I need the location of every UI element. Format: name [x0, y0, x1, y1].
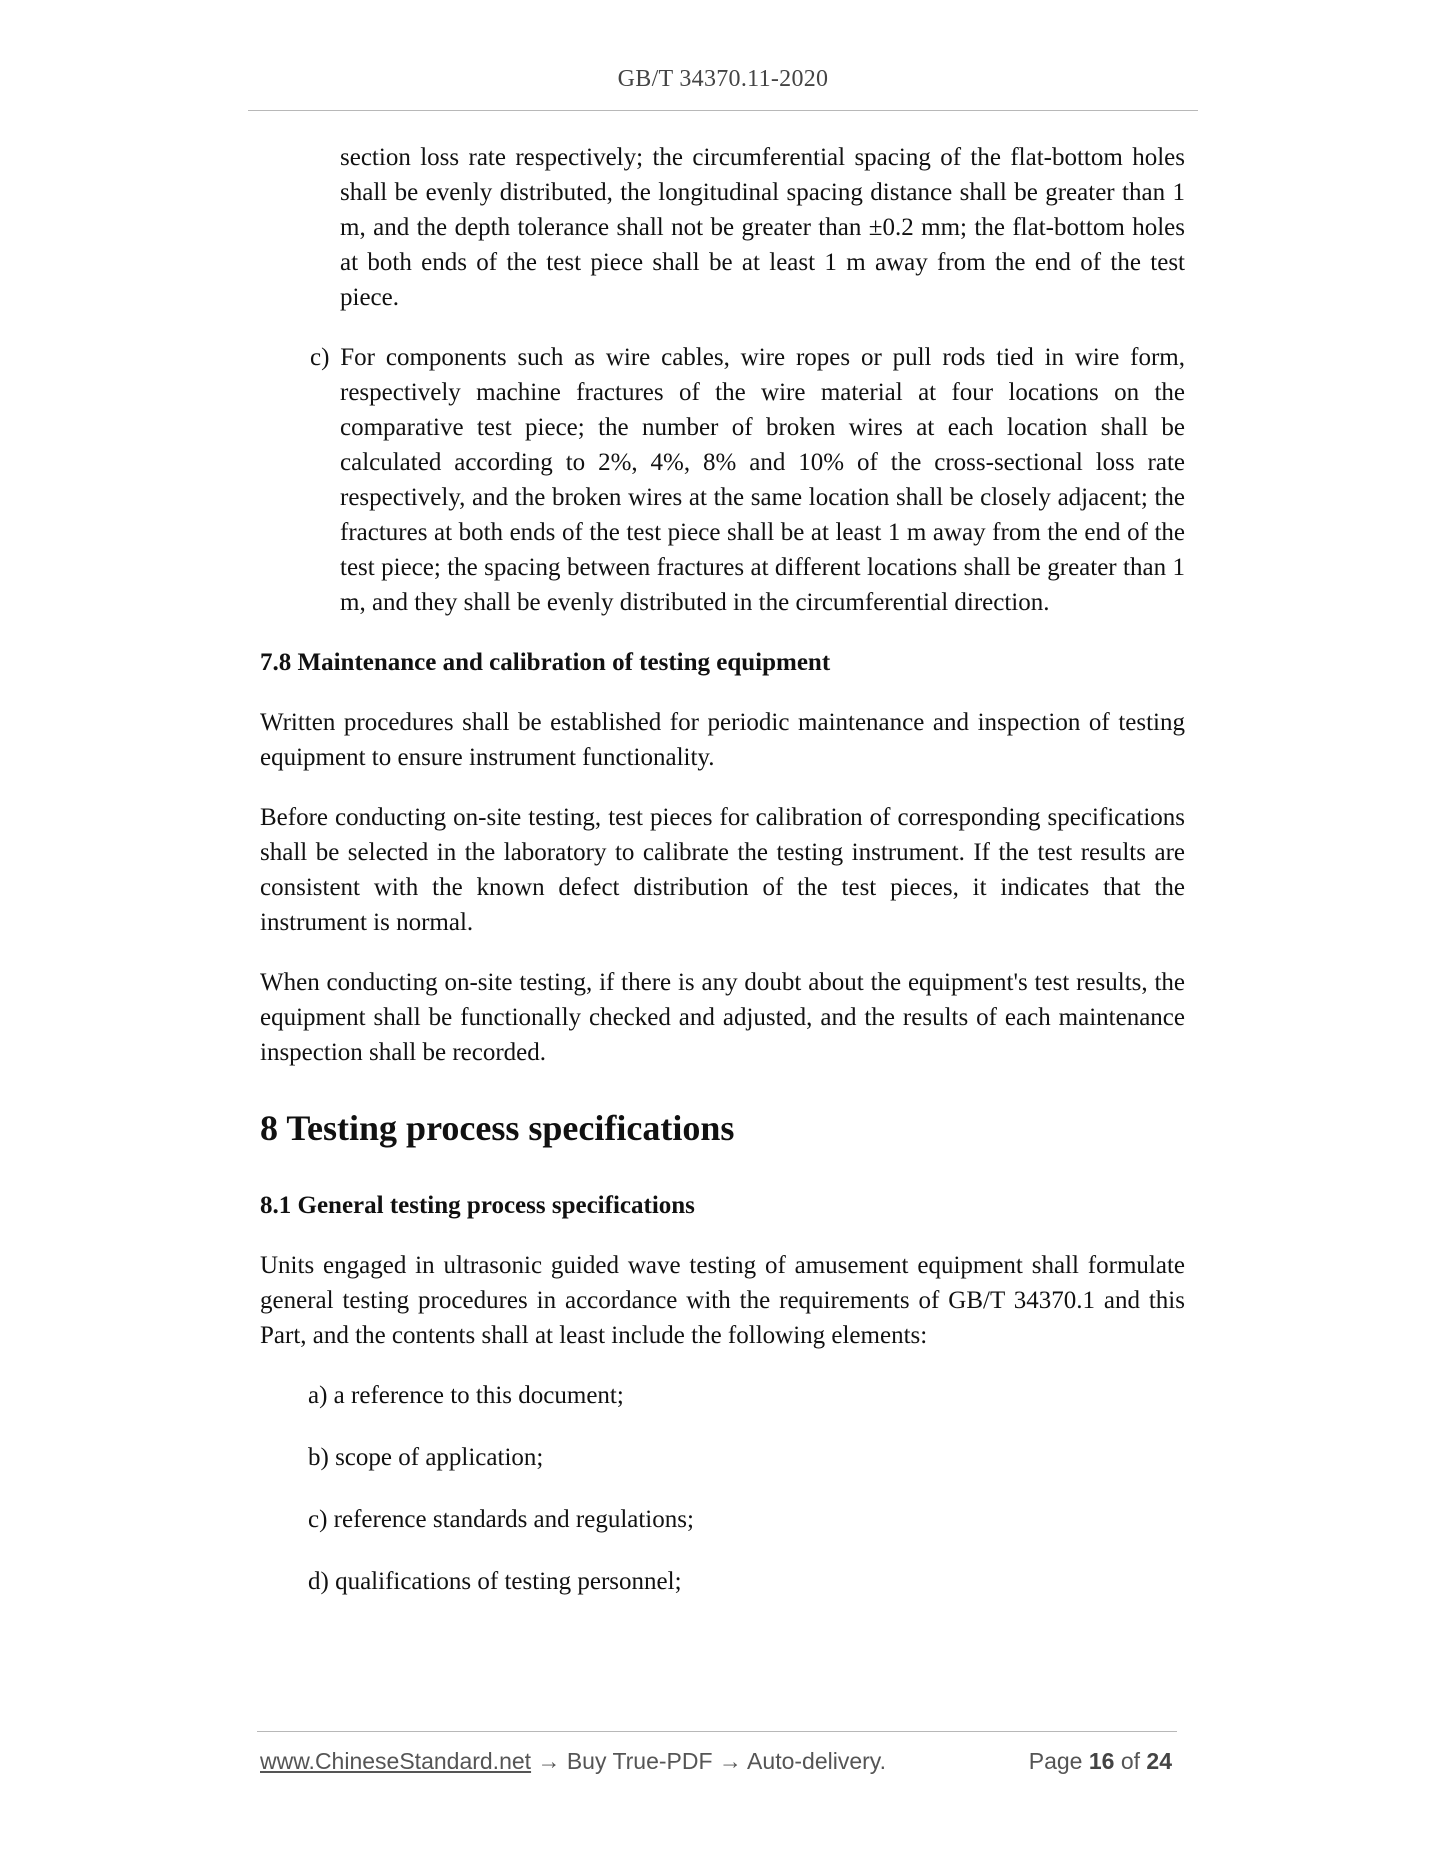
page-label: Page — [1028, 1748, 1083, 1774]
header-divider — [248, 110, 1198, 111]
list-item: d) qualifications of testing personnel; — [308, 1568, 682, 1595]
section-8-heading: 8 Testing process specifications — [260, 1108, 735, 1148]
document-id-header: GB/T 34370.11-2020 — [617, 66, 829, 92]
section-7-8-paragraph: Before conducting on-site testing, test pieces for calibration of corresponding specifications shall be selected in the laboratory to calibrate the testing instrument. If the test results are consistent with the known defect distribution of the test pieces, it indicates that the instrument is normal. — [260, 804, 1185, 936]
section-7-8-paragraph: Written procedures shall be established for periodic maintenance and inspection of testing equipment to ensure instrument functionality. — [260, 709, 1185, 771]
footer-divider — [257, 1731, 1177, 1732]
section-8-1-heading: 8.1 General testing process specifications — [260, 1192, 695, 1219]
list-item-c: c) For components such as wire cables, wire ropes or pull rods tied in wire form, respectively machine fractures of the wire material at four locations on the comparative test piece; the number of broken wires at each location shall be calculated according to 2%, 4%, 8% and 10% of the cross-sectional loss rate respectively, and the broken wires at the same location shall be closely adjacent; the fractures at both ends of the test piece shall be at least 1 m away from the end of the test piece; the spacing between fractures at different locations shall be greater than 1 m, and they shall be evenly distributed in the circumferential direction. — [310, 344, 1185, 616]
site-link[interactable]: www.ChineseStandard.net — [260, 1748, 532, 1774]
page-of-label: of — [1120, 1748, 1141, 1774]
list-item: c) reference standards and regulations; — [308, 1506, 694, 1533]
section-7-8-paragraph: When conducting on-site testing, if there is any doubt about the equipment's test results, the equipment shall be functionally checked and adjusted, and the results of each maintenance inspection shall be recorded. — [260, 969, 1185, 1066]
footer-promo — [260, 1748, 886, 1775]
page-current: 16 — [1088, 1748, 1115, 1774]
list-item: b) scope of application; — [308, 1444, 544, 1471]
page-number — [1029, 1748, 1172, 1775]
promo-text: → Buy True-PDF → Auto-delivery. — [531, 1748, 886, 1774]
list-item: a) a reference to this document; — [308, 1382, 624, 1409]
section-7-8-heading: 7.8 Maintenance and calibration of testing equipment — [260, 649, 831, 676]
list-item-b-continuation: section loss rate respectively; the circumferential spacing of the flat-bottom holes shall be evenly distributed, the longitudinal spacing distance shall be greater than 1 m, and the depth tolerance shall not be greater than ±0.2 mm; the flat-bottom holes at both ends of the test piece shall be at least 1 m away from the end of the test piece. — [340, 144, 1185, 311]
page-total: 24 — [1146, 1748, 1172, 1774]
page-content — [260, 140, 1185, 1626]
section-8-1-intro: Units engaged in ultrasonic guided wave testing of amusement equipment shall formulate general testing procedures in accordance with the requirements of GB/T 34370.1 and this Part, and the contents shall at least include the following elements: — [260, 1252, 1185, 1349]
